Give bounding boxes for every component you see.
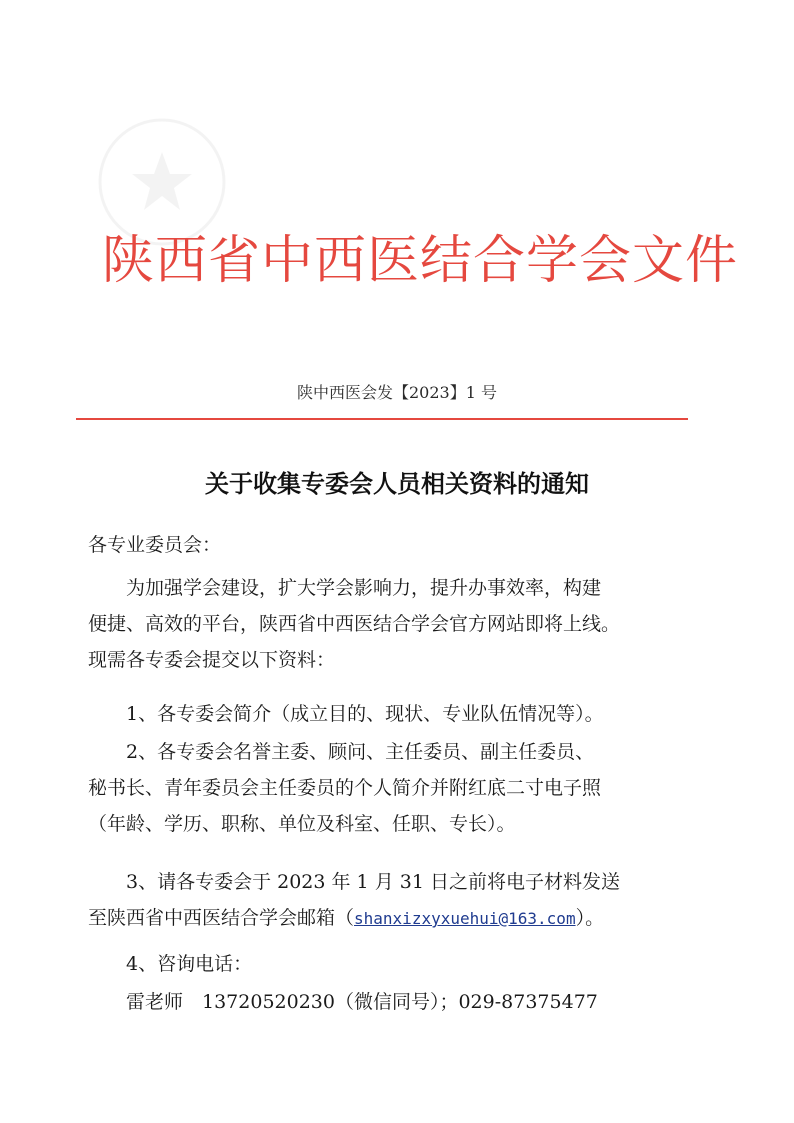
red-divider-line [76,418,688,420]
item-3-line: 3、请各专委会于 2023 年 1 月 31 日之前将电子材料发送 [126,871,620,893]
document-number: 陕中西医会发【2023】1 号 [297,383,497,402]
email-link[interactable]: shanxizxyxuehui@163.com [354,909,576,928]
item-3-email-line [88,900,688,937]
item-2-line: 2、各专委会名誉主委、顾问、主任委员、副主任委员、 [126,741,595,763]
item-4: 4、咨询电话： [126,953,253,975]
contact-info: 雷老师 13720520230（微信同号）；029-87375477 [126,991,598,1013]
item-2 [88,734,688,842]
intro-line: 便捷、高效的平台，陕西省中西医结合学会官方网站即将上线。 [88,613,621,635]
intro-line: 为加强学会建设，扩大学会影响力，提升办事效率，构建 [126,577,602,599]
item-3 [88,864,688,937]
item-2-line: （年龄、学历、职称、单位及科室、任职、专长）。 [88,813,516,835]
item-1: 1、各专委会简介（成立目的、现状、专业队伍情况等）。 [126,703,604,725]
item-2-line: 秘书长、青年委员会主任委员的个人简介并附红底二寸电子照 [88,777,602,799]
item-3-suffix: ）。 [575,907,605,929]
organization-document-title: 陕西省中西医结合学会文件 [102,231,739,291]
addressee: 各专业委员会： [88,534,222,556]
notice-title: 关于收集专委会人员相关资料的通知 [205,469,589,498]
intro-line: 现需各专委会提交以下资料： [88,649,336,671]
item-3-prefix: 至陕西省中西医结合学会邮箱（ [88,907,355,929]
intro-paragraph [88,570,688,678]
